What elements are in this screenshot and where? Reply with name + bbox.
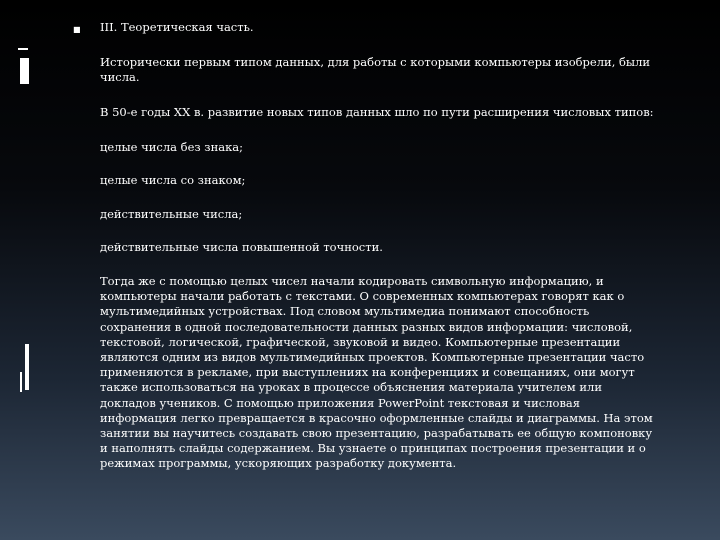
- paragraph-multimedia: Тогда же с помощью целых чисел начали кодировать символьную информацию, и компьютеры начали работать с текстами. О современных компьютерах говорят как о мультимедийных устройствах. Под словом мультимедиа понимают способность сохранения в одной последовательности данных разных видов информации: числовой, текстовой, логической, графической, звуковой и видео. Компьютерные презентации являются одним из видов мультимедийных проектов. Компьютерные презентации часто применяются в рекламе, при выступлениях на конференциях и совещаниях, они могут также использоваться на уроках в процессе объяснения материала учителем или докладов учеников. С помощью приложения PowerPoint текстовая и числовая информация легко превращается в красочно оформленные слайды и диаграммы. На этом занятии вы научитесь создавать свою презентацию, разрабатывать ее общую компоновку и наполнять слайды содержанием. Вы узнаете о принципах построения презентации и о режимах программы, ускоряющих разработку документа.: [100, 274, 653, 471]
- decorative-bar-2: [20, 58, 29, 84]
- paragraph-50s: В 50-е годы XX в. развитие новых типов данных шло по пути расширения числовых типов:: [100, 105, 654, 119]
- list-item: действительные числа повышенной точности.: [100, 240, 383, 254]
- paragraph-history: Исторически первым типом данных, для работы с которыми компьютеры изобрели, были числа.: [100, 55, 651, 84]
- square-bullet-icon: ■: [73, 25, 81, 34]
- decorative-bar-4: [20, 372, 22, 392]
- list-item: целые числа со знаком;: [100, 173, 246, 187]
- decorative-bar-3: [25, 344, 29, 390]
- section-heading: III. Теоретическая часть.: [100, 20, 254, 34]
- list-item: действительные числа;: [100, 207, 243, 221]
- list-item: целые числа без знака;: [100, 140, 244, 154]
- decorative-bar-1: [18, 48, 28, 50]
